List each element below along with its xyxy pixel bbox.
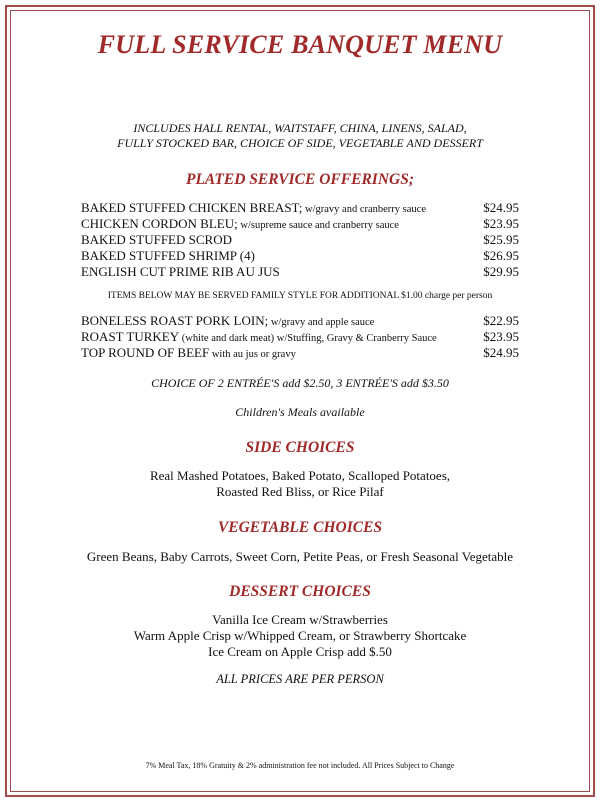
item-price: $23.95: [483, 329, 519, 344]
vegetable-heading: VEGETABLE CHOICES: [217, 519, 383, 536]
item-price: $25.95: [483, 232, 519, 247]
dessert-line-3: Ice Cream on Apple Crisp add $.50: [208, 644, 392, 659]
menu-item: [81, 216, 519, 232]
vegetable-choices: [0, 549, 600, 565]
item-desc: w/gravy and apple sauce: [268, 317, 375, 328]
side-line-1: Real Mashed Potatoes, Baked Potato, Scalloped Potatoes,: [149, 468, 451, 483]
item-price: $23.95: [483, 216, 519, 231]
includes-note: [0, 121, 600, 151]
menu-item: [81, 264, 519, 280]
entree-choice-note: CHOICE OF 2 ENTRÉE'S add $2.50, 3 ENTRÉE'S add $3.50: [151, 376, 449, 390]
item-price: $26.95: [483, 248, 519, 263]
item-name: BONELESS ROAST PORK LOIN;: [81, 313, 269, 328]
side-line-2: Roasted Red Bliss, or Rice Pilaf: [216, 484, 384, 499]
menu-title: FULL SERVICE BANQUET MENU: [97, 30, 503, 59]
childrens-meals-note: Children's Meals available: [235, 405, 365, 419]
side-heading: SIDE CHOICES: [245, 439, 355, 456]
dessert-line-2: Warm Apple Crisp w/Whipped Cream, or Strawberry Shortcake: [133, 628, 467, 643]
item-desc: with au jus or gravy: [209, 349, 296, 360]
item-price: $24.95: [483, 345, 519, 360]
menu-item: [81, 232, 519, 248]
item-name: BAKED STUFFED SCROD: [81, 232, 232, 247]
item-name: TOP ROUND OF BEEF: [81, 345, 210, 360]
item-desc: (white and dark meat) w/Stuffing, Gravy & Cranberry Sauce: [179, 333, 437, 344]
side-choices: [0, 468, 600, 500]
dessert-choices: [0, 612, 600, 660]
item-price: $24.95: [483, 200, 519, 215]
item-name: BAKED STUFFED SHRIMP (4): [81, 248, 255, 263]
item-desc: w/gravy and cranberry sauce: [302, 204, 426, 215]
menu-item: [81, 313, 519, 329]
includes-line-1: INCLUDES HALL RENTAL, WAITSTAFF, CHINA, LINENS, SALAD,: [133, 121, 467, 135]
includes-line-2: FULLY STOCKED BAR, CHOICE OF SIDE, VEGETABLE AND DESSERT: [117, 136, 483, 150]
menu-item: [81, 248, 519, 264]
menu-item: [81, 329, 519, 345]
plated-heading: PLATED SERVICE OFFERINGS;: [186, 171, 414, 188]
per-person-note: ALL PRICES ARE PER PERSON: [216, 672, 384, 686]
item-name: BAKED STUFFED CHICKEN BREAST;: [81, 200, 303, 215]
dessert-line-1: Vanilla Ice Cream w/Strawberries: [212, 612, 388, 627]
item-name: CHICKEN CORDON BLEU;: [81, 216, 238, 231]
item-name: ROAST TURKEY: [81, 329, 180, 344]
family-style-note: ITEMS BELOW MAY BE SERVED FAMILY STYLE FOR ADDITIONAL $1.00 charge per person: [107, 291, 493, 301]
menu-item: [81, 345, 519, 361]
item-price: $22.95: [483, 313, 519, 328]
item-desc: w/supreme sauce and cranberry sauce: [237, 220, 399, 231]
item-name: ENGLISH CUT PRIME RIB AU JUS: [81, 264, 280, 279]
footer-disclaimer: 7% Meal Tax, 18% Gratuity & 2% administration fee not included. All Prices Subject to Change: [145, 761, 455, 770]
item-price: $29.95: [483, 264, 519, 279]
dessert-heading: DESSERT CHOICES: [229, 583, 371, 600]
menu-item: [81, 200, 519, 216]
vegetable-line-1: Green Beans, Baby Carrots, Sweet Corn, Petite Peas, or Fresh Seasonal Vegetable: [86, 549, 514, 564]
